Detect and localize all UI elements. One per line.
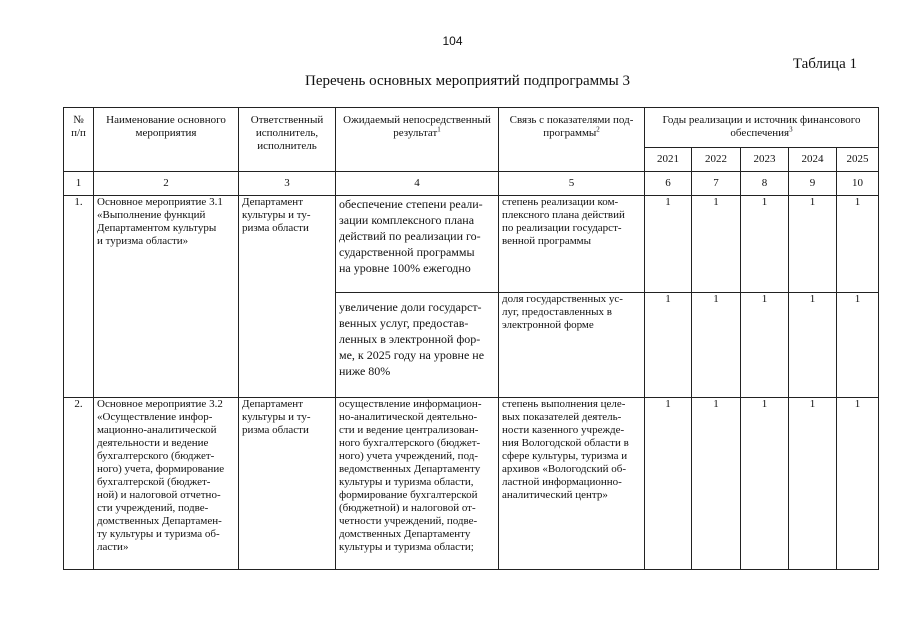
expected-result: увеличение доли государст- венных услуг, предостав- ленных в электронной фор- ме, к 2025 году на уровне не ниже 80% [336, 293, 499, 398]
measure-name: Основное мероприятие 3.2 «Осуществление инфор- мационно-аналитической деятельности и ведение бухгалтерского (бюджет- ного) учета, формирование бухгалтерской (бюджет- ной) и налоговой отчетно- сти учреждений, подве- домственных Департамен- ту культуры и туризма об- ласти» [94, 398, 239, 570]
row-number: 2. [64, 398, 94, 570]
header-years-footnote: 3 [789, 125, 793, 134]
header-result-footnote: 1 [437, 125, 441, 134]
year-value: 1 [692, 196, 741, 293]
header-year: 2022 [692, 148, 741, 172]
column-number: 10 [837, 172, 879, 196]
column-number: 3 [239, 172, 336, 196]
header-year: 2023 [741, 148, 789, 172]
expected-result: осуществление информацион- но-аналитической деятельно- сти и ведение централизован- ного бухгалтерского (бюджет- ного) учета учреждений, под- ведомственных Департаменту культуры и туризма области, формирование бухгалтерской (бюджетной) и налоговой от- четности учреждений, подве- домственных Департаменту культуры и туризма области; [336, 398, 499, 570]
column-number: 9 [789, 172, 837, 196]
expected-result: обеспечение степени реали- зации комплексного плана действий по реализации го- сударственной программы на уровне 100% ежегодно [336, 196, 499, 293]
year-value: 1 [837, 398, 879, 570]
year-value: 1 [741, 398, 789, 570]
indicator-link: степень реализации ком- плексного плана действий по реализации государст- венной программы [499, 196, 645, 293]
header-executor: Ответственный исполнитель, исполнитель [239, 108, 336, 172]
year-value: 1 [741, 196, 789, 293]
year-value: 1 [837, 196, 879, 293]
column-number: 5 [499, 172, 645, 196]
page-number: 104 [442, 34, 463, 48]
year-value: 1 [789, 398, 837, 570]
column-number: 1 [64, 172, 94, 196]
column-number: 7 [692, 172, 741, 196]
header-years-text: Годы реализации и источник финансового обеспечения [662, 114, 861, 139]
header-link-footnote: 2 [596, 125, 600, 134]
header-year: 2025 [837, 148, 879, 172]
indicator-link: доля государственных ус- луг, предоставленных в электронной форме [499, 293, 645, 398]
measure-name: Основное мероприятие 3.1 «Выполнение функций Департаментом культуры и туризма области» [94, 196, 239, 398]
header-result [336, 108, 499, 172]
measures-table [63, 107, 879, 570]
header-years-group [645, 108, 879, 148]
header-link [499, 108, 645, 172]
table-title: Перечень основных мероприятий подпрограммы 3 [305, 73, 630, 89]
year-value: 1 [645, 293, 692, 398]
header-result-text: Ожидаемый непосредственный результат [343, 114, 491, 139]
indicator-link: степень выполнения целе- вых показателей деятель- ности казенного учрежде- ния Вологодской области в сфере культуры, туризма и архивов «Вологодский об- ластной информационно- аналитический центр» [499, 398, 645, 570]
column-number: 4 [336, 172, 499, 196]
header-year: 2021 [645, 148, 692, 172]
header-link-text: Связь с показателями под- программы [509, 114, 634, 139]
year-value: 1 [789, 196, 837, 293]
row-number: 1. [64, 196, 94, 398]
column-number: 2 [94, 172, 239, 196]
column-number: 8 [741, 172, 789, 196]
year-value: 1 [692, 293, 741, 398]
year-value: 1 [645, 398, 692, 570]
measure-executor: Департамент культуры и ту- ризма области [239, 398, 336, 570]
year-value: 1 [837, 293, 879, 398]
table-label: Таблица 1 [792, 56, 857, 72]
header-num: № п/п [64, 108, 94, 172]
measure-executor: Департамент культуры и ту- ризма области [239, 196, 336, 398]
year-value: 1 [741, 293, 789, 398]
header-name: Наименование основного мероприятия [94, 108, 239, 172]
column-number: 6 [645, 172, 692, 196]
year-value: 1 [645, 196, 692, 293]
year-value: 1 [692, 398, 741, 570]
year-value: 1 [789, 293, 837, 398]
header-year: 2024 [789, 148, 837, 172]
